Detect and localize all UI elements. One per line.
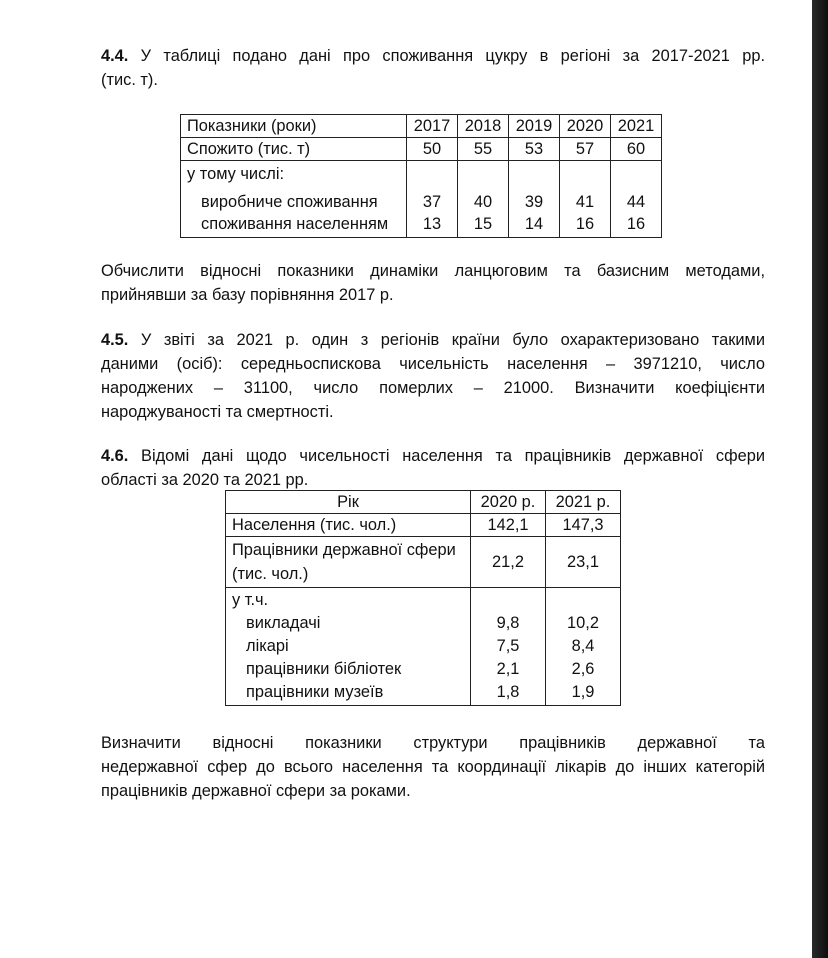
table-cell: 2020 bbox=[560, 115, 611, 138]
paragraph-4-6 bbox=[101, 444, 765, 492]
row-label: (тис. чол.) bbox=[232, 565, 309, 583]
cell-value: 16 bbox=[575, 215, 595, 233]
table-cell: 53 bbox=[509, 138, 560, 161]
table-cell bbox=[226, 537, 471, 588]
table-cell bbox=[560, 161, 611, 238]
cell-value: 14 bbox=[524, 215, 544, 233]
row-label: Працівники державної сфери bbox=[232, 541, 456, 559]
cell-value: 1,9 bbox=[571, 683, 595, 701]
paragraph-text: області за 2020 та 2021 рр. bbox=[101, 471, 309, 489]
table-row bbox=[181, 161, 662, 238]
paragraph-text: недержавної сфер до всього населення та координації лікарів до інших категорій bbox=[101, 758, 765, 776]
cell-value: 2,6 bbox=[571, 660, 595, 678]
sugar-consumption-table bbox=[180, 114, 662, 238]
cell-value: 2,1 bbox=[496, 660, 520, 678]
table-cell: Населення (тис. чол.) bbox=[226, 514, 471, 537]
cell-value: 16 bbox=[626, 215, 646, 233]
table-row bbox=[226, 537, 621, 588]
paragraph-text: Відомі дані щодо чисельності населення та працівників державної сфери bbox=[141, 447, 765, 465]
paragraph-text: народжених – 31100, число померлих – 21000. Визначити коефіцієнти bbox=[101, 379, 765, 397]
table-cell bbox=[226, 588, 471, 706]
table-cell: 2020 р. bbox=[471, 491, 546, 514]
problem-number: 4.6. bbox=[101, 447, 129, 465]
row-label: лікарі bbox=[246, 637, 289, 655]
cell-value: 9,8 bbox=[496, 614, 520, 632]
problem-number: 4.5. bbox=[101, 331, 129, 349]
table-row bbox=[226, 514, 621, 537]
cell-value: 8,4 bbox=[571, 637, 595, 655]
table-cell bbox=[458, 161, 509, 238]
table-cell: 21,2 bbox=[471, 537, 546, 588]
paragraph-text: народжуваності та смертності. bbox=[101, 403, 334, 421]
state-workers-table bbox=[225, 490, 621, 706]
table-cell bbox=[181, 161, 407, 238]
paragraph-text: даними (осіб): середньоспискова чисельність населення – 3971210, число bbox=[101, 355, 765, 373]
table-cell bbox=[546, 588, 621, 706]
page-edge bbox=[812, 0, 828, 958]
paragraph-4-5 bbox=[101, 328, 765, 424]
task-4-4 bbox=[101, 259, 765, 307]
incl-label: у тому числі: bbox=[187, 165, 285, 183]
cell-value: 10,2 bbox=[567, 614, 599, 632]
table-row bbox=[181, 138, 662, 161]
table-cell bbox=[471, 588, 546, 706]
table-cell bbox=[509, 161, 560, 238]
paragraph-4-4 bbox=[101, 44, 765, 92]
cell-value: 41 bbox=[575, 193, 595, 211]
table-cell: 2018 bbox=[458, 115, 509, 138]
table-cell: 142,1 bbox=[471, 514, 546, 537]
incl-label: у т.ч. bbox=[232, 591, 269, 609]
paragraph-text: (тис. т). bbox=[101, 71, 158, 89]
paragraph-text: У звіті за 2021 р. один з регіонів країни було охарактеризовано такими bbox=[140, 331, 765, 349]
cell-value: 15 bbox=[473, 215, 493, 233]
table-cell bbox=[611, 161, 662, 238]
table-cell: 2017 bbox=[407, 115, 458, 138]
cell-value: 13 bbox=[422, 215, 442, 233]
cell-value: 7,5 bbox=[496, 637, 520, 655]
row-label: працівники бібліотек bbox=[246, 660, 402, 678]
table-cell: 55 bbox=[458, 138, 509, 161]
table-cell: Спожито (тис. т) bbox=[181, 138, 407, 161]
table-cell: 60 bbox=[611, 138, 662, 161]
cell-value: 39 bbox=[524, 193, 544, 211]
paragraph-text: прийнявши за базу порівняння 2017 р. bbox=[101, 286, 394, 304]
table-cell bbox=[407, 161, 458, 238]
paragraph-text: У таблиці подано дані про споживання цукру в регіоні за 2017-2021 рр. bbox=[140, 47, 765, 65]
table-cell: 57 bbox=[560, 138, 611, 161]
table-cell: 23,1 bbox=[546, 537, 621, 588]
table-header-row bbox=[226, 491, 621, 514]
task-4-6 bbox=[101, 731, 765, 803]
row-label: працівники музеїв bbox=[246, 683, 384, 701]
table-cell: 147,3 bbox=[546, 514, 621, 537]
problem-number: 4.4. bbox=[101, 47, 129, 65]
table-cell: Рік bbox=[226, 491, 471, 514]
paragraph-text: Обчислити відносні показники динаміки ланцюговим та базисним методами, bbox=[101, 262, 765, 280]
paragraph-text: працівників державної сфери за роками. bbox=[101, 782, 411, 800]
cell-value: 44 bbox=[626, 193, 646, 211]
table-row bbox=[226, 588, 621, 706]
row-label: виробниче споживання bbox=[201, 193, 378, 211]
row-label: споживання населенням bbox=[201, 215, 389, 233]
cell-value: 1,8 bbox=[496, 683, 520, 701]
row-label: викладачі bbox=[246, 614, 321, 632]
table-cell: 2021 р. bbox=[546, 491, 621, 514]
table-header-row bbox=[181, 115, 662, 138]
table-cell: 50 bbox=[407, 138, 458, 161]
table-cell: 2019 bbox=[509, 115, 560, 138]
cell-value: 37 bbox=[422, 193, 442, 211]
paragraph-text: Визначити відносні показники структури працівників державної та bbox=[101, 734, 765, 752]
table-cell: Показники (роки) bbox=[181, 115, 407, 138]
table-cell: 2021 bbox=[611, 115, 662, 138]
cell-value: 40 bbox=[473, 193, 493, 211]
